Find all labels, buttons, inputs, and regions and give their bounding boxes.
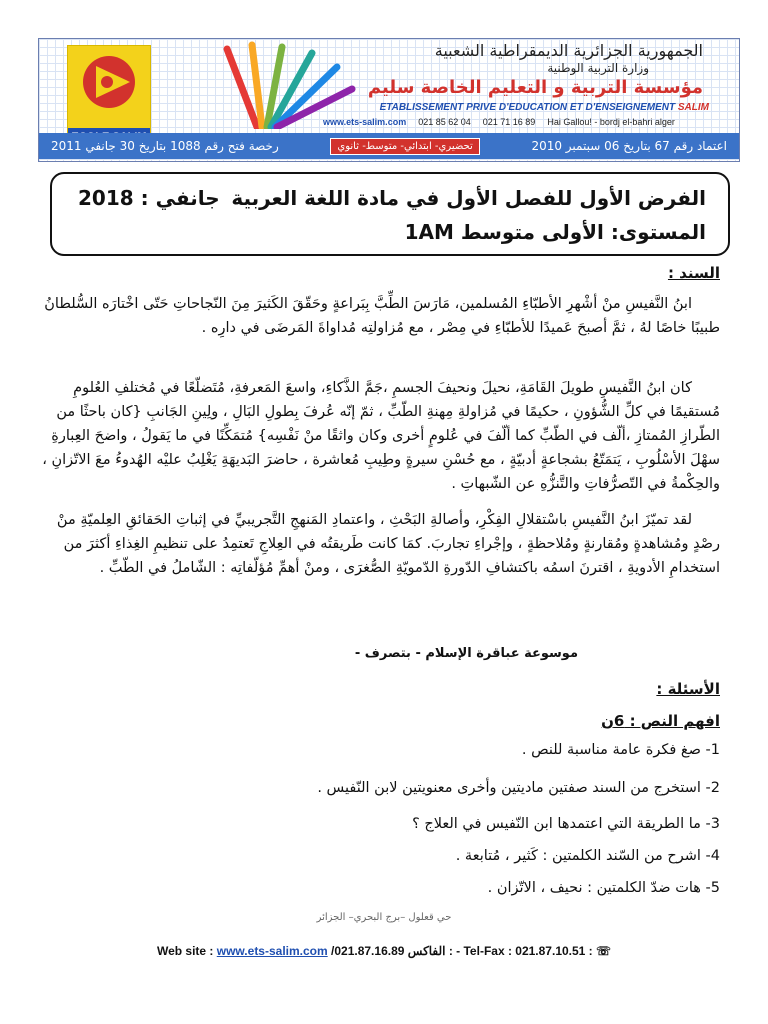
questions-heading: الأسئلة :	[656, 680, 720, 698]
exam-level: المستوى: الأولى متوسط 1AM	[404, 220, 706, 244]
school-fr-text: ETABLISSEMENT PRIVE D'EDUCATION ET D'ENSEIGNEMENT	[379, 102, 676, 113]
question-item: 1- صغ فكرة عامة مناسبة للنص .	[521, 742, 720, 758]
letterhead	[38, 38, 740, 162]
header-phone-2: 021 71 16 89	[482, 117, 536, 127]
school-fr-name: SALIM	[677, 102, 709, 113]
exam-date: جانفي : 2018	[78, 186, 220, 210]
school-name-fr	[380, 102, 709, 113]
license-right: اعتماد رقم 67 بتاريخ 06 سبتمبر 2010	[531, 139, 727, 153]
question-item: 3- ما الطريقة التي اعتمدها ابن النّفيس في العلاج ؟	[412, 816, 720, 832]
contact-strip	[323, 117, 675, 127]
exam-title: الفرض الأول للفصل الأول في مادة اللغة العربية	[231, 186, 706, 210]
paragraph-3: لقد تميّزَ ابنُ النَّفيسِ باسْتقلالِ الفِكْرِ، وأصالةِ البَحْثِ ، واعتمادِ المَنهجِ التَّجريبيِّ في إثباتِ الحَقائقِ العِلميّةِ منْ رصْدٍ ومُشاهدةٍ ومُقارنةٍ ومُلاحظةٍ ، وإجْراءِ تجاربَ. كمَا كانت طَريقتُه في العِلاجِ تَعتمِدُ على تنظيمِ الغِذاءِ أكثرَ من استخدامِ الأدويةِ ، اقترنَ اسمُه باكتشافِ الدّورةِ الدّمويّةِ الصُّغرَى ، ومنْ أهمِّ مُؤلّفاتِه : الشّاملُ في الطّبِّ .	[56, 512, 720, 576]
header-address: Hai Gallou! - bordj el-bahri alger	[547, 117, 675, 127]
footer-contact-text: /021.87.16.89 الفاكس : - Tel-Fax : 021.87.10.51 :	[327, 944, 593, 958]
license-bar	[39, 133, 739, 159]
school-name-ar: مؤسسة التربية و التعليم الخاصة سليم	[367, 77, 703, 98]
levels-badge: تحضيري- ابتدائي- متوسط- ثانوي	[330, 138, 479, 155]
ministry-title: وزارة التربية الوطنية	[547, 61, 649, 75]
paragraph-1: ابنُ النَّفيسِ منْ أشْهرِ الأطبّاءِ المُسلمين، مَارَسَ الطِّبَّ بِبَراعةٍ وحَقّقَ الكَثيرَ مِنَ النّجاحاتِ حَتّى اخْتارَه السُّلطانُ طبيبًا خاصًا لهُ ، ثمَّ أصبحَ عَميدًا للأطبّاءِ في مِصْر ، مع مُزاولتِه مُداواةَ المَرضَى في دارِه .	[44, 296, 720, 336]
footer-prefix: Web site :	[156, 944, 217, 958]
license-left: رخصة فتح رقم 1088 بتاريخ 30 جانفي 2011	[51, 139, 279, 153]
question-item: 2- استخرج من السند صفتين ماديتين وأخرى معنويتين لابن النّفيس .	[317, 780, 720, 796]
footer-address: حي قعلول –برج البحري– الجزائر	[316, 912, 452, 923]
comprehension-heading: افهم النص : 6ن	[601, 712, 720, 730]
paragraph-2: كان ابنُ النَّفيسِ طويلَ القَامَةِ، نحيلَ ونحيفَ الجسمِ ،جَمَّ الذَّكاءِ، واسعَ المَعرفةِ، مُتَضلّعًا في مُختلفِ العُلومِ مُستقيمًا في كلِّ الشُّؤونِ ، حكيمًا في مُزاولةِ مِهنةِ الطّبِّ ، ثمّ إنّه عُرفَ بِطولِ البَالِ ، ولِينِ الجَانبِ {كان باحثًا من الطّرازِ المُمتازِ ،ألّف في الطّبِّ كما ألّفَ في عُلومٍ أخرى وكان واثقًا منْ نَفْسِه} مُتمَكِّنًا في ما يَقولُ ، واضحَ العِبارةِ سهْلَ الأسْلُوبِ ، يَتمَتّعُ بشجاعةٍ أدبيّةٍ ، مع حُسْنِ سيرةٍ وطِيبِ مُعاشرة ، حاضرَ البَديهَةِ يَغْلِبُ عليْه الهُدوءُ معَ الاتّزانِ ، والحِكْمةُ في التّصرُّفاتِ والتَّنزُّهِ عن الشّبهاتِ .	[42, 380, 720, 492]
text-heading: السند :	[667, 264, 720, 282]
exam-title-box	[50, 172, 730, 256]
footer-website-link[interactable]: www.ets-salim.com	[216, 944, 328, 958]
question-item: 5- هات ضدّ الكلمتين : نحيف ، الاتّزان .	[487, 880, 720, 896]
header-website[interactable]: www.ets-salim.com	[323, 117, 407, 127]
footer-contact	[0, 944, 768, 958]
text-source: موسوعة عباقرة الإسلام - بتصرف -	[354, 646, 578, 661]
pencils-icon	[207, 41, 357, 129]
phone-icon: ☏	[596, 944, 612, 958]
question-item: 4- اشرح من السّند الكلمتين : كَثير ، مُتابعة .	[455, 848, 720, 864]
school-logo	[67, 45, 151, 147]
republic-title: الجمهورية الجزائرية الديمقراطية الشعبية	[434, 41, 703, 60]
header-phone-1: 021 85 62 04	[418, 117, 471, 127]
logo-emblem-icon	[76, 52, 142, 114]
